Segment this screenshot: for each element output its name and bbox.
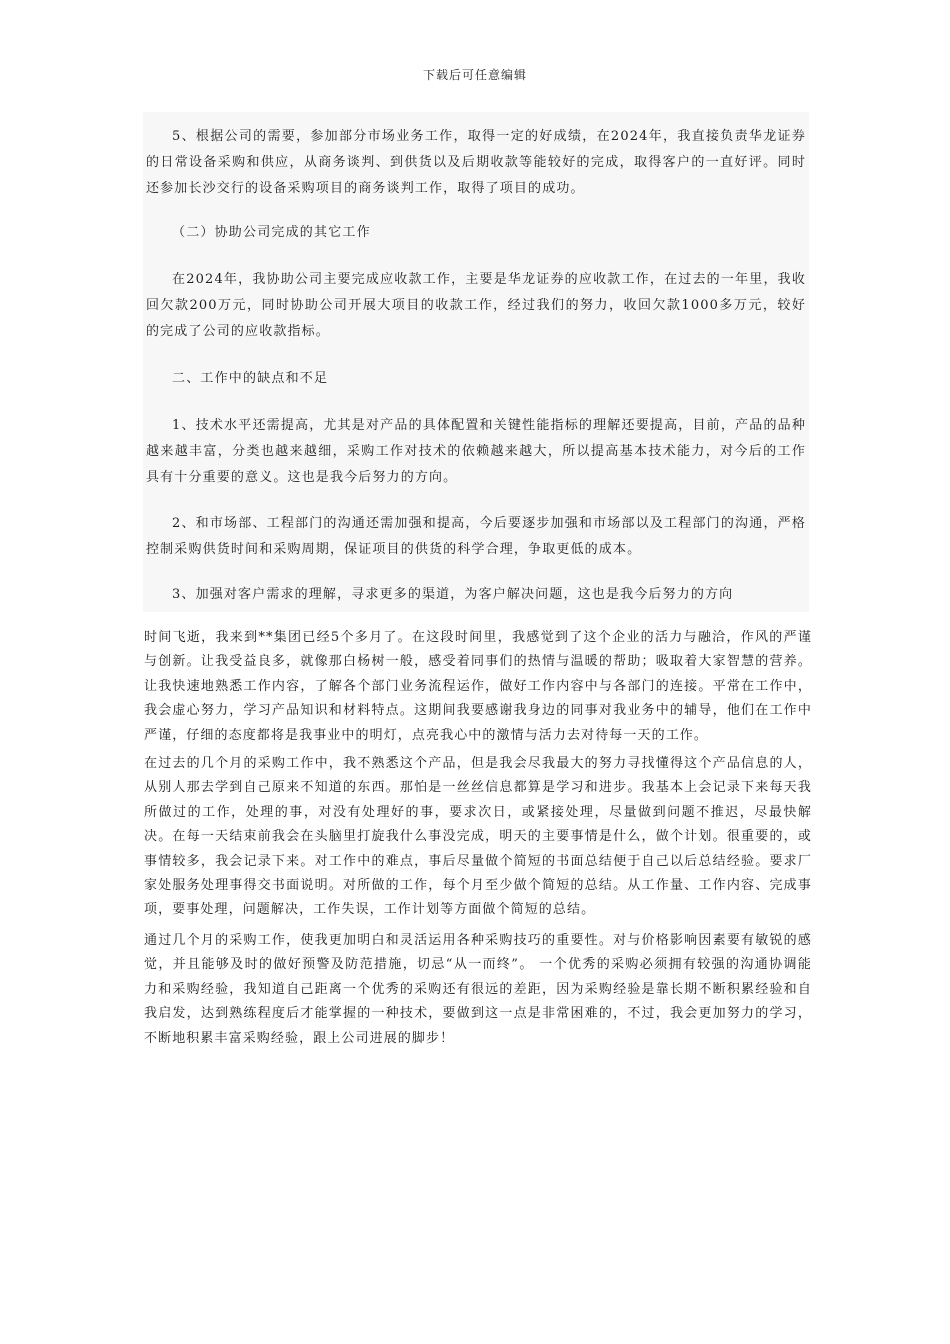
body-paragraph-1: 时间飞逝，我来到**集团已经5个多月了。在这段时间里，我感觉到了这个企业的活力与融洽，作风的严谨与创新。让我受益良多，就像那白杨树一般，感受着同事们的热情与温暖的帮助；吸取着大家智慧的营养。让我快速地熟悉工作内容，了解各个部门业务流程运作，做好工作内容中与各部门的连接。平常在工作中，我会虚心努力，学习产品知识和材料特点。这期间我要感谢我身边的同事对我业务中的辅导，他们在工作中严谨，仔细的态度都将是我事业中的明灯，点亮我心中的激情与活力去对待每一天的工作。 — [144, 630, 812, 743]
paragraph-collection: 在2024年，我协助公司主要完成应收款工作，主要是华龙证券的应收款工作，在过去的一年里，我收回欠款200万元，同时协助公司开展大项目的收款工作，经过我们的努力，收回欠款1000多万元，较好的完成了公司的应收款指标。 — [146, 272, 806, 339]
body-paragraph-3: 通过几个月的采购工作，使我更加明白和灵活运用各种采购技巧的重要性。对与价格影响因素要有敏锐的感觉，并且能够及时的做好预警及防范措施，切忌“从一而终”。 一个优秀的采购必须拥有较强的沟通协调能力和采购经验，我知道自己距离一个优秀的采购还有很远的差距，因为采购经验是靠长期不断积累经验和自我启发，达到熟练程度后才能掌握的一种技术，要做到这一点是非常困难的，不过，我会更加努力的学习，不断地积累丰富采购经验，跟上公司进展的脚步！ — [144, 933, 812, 1046]
body-paragraph-2: 在过去的几个月的采购工作中，我不熟悉这个产品，但是我会尽我最大的努力寻找懂得这个产品信息的人，从别人那去学到自己原来不知道的东西。那怕是一丝丝信息都算是学习和进步。我基本上会记录下来每天我所做过的工作，处理的事，对没有处理好的事，要求次日，或紧接处理，尽量做到问题不推迟，尽最快解决。在每一天结束前我会在头脑里打旋我什么事没完成，明天的主要事情是什么，做个计划。很重要的，或事情较多，我会记录下来。对工作中的难点，事后尽量做个简短的书面总结便于自己以后总结经验。要求厂家处服务处理事得交书面说明。对所做的工作，每个月至少做个简短的总结。从工作量、工作内容、完成事项，要事处理，问题解决，工作失误，工作计划等方面做个简短的总结。 — [144, 756, 812, 918]
sub-heading-other-work: （二）协助公司完成的其它工作 — [172, 225, 371, 240]
paragraph-shortcoming-3: 3、加强对客户需求的理解，寻求更多的渠道，为客户解决问题，这也是我今后努力的方向 — [172, 587, 734, 602]
section-heading-shortcomings: 二、工作中的缺点和不足 — [172, 371, 329, 386]
paragraph-shortcoming-1: 1、技术水平还需提高，尤其是对产品的具体配置和关键性能指标的理解还要提高，目前，产品的品种越来越丰富，分类也越来越细，采购工作对技术的依赖越来越大，所以提高基本技术能力，对今后的工作具有十分重要的意义。这也是我今后努力的方向。 — [146, 418, 806, 485]
paragraph-item-5: 5、根据公司的需要，参加部分市场业务工作，取得一定的好成绩，在2024年，我直接负责华龙证券的日常设备采购和供应，从商务谈判、到供货以及后期收款等能较好的完成，取得客户的一直好评。同时还参加长沙交行的设备采购项目的商务谈判工作，取得了项目的成功。 — [146, 129, 806, 196]
paragraph-shortcoming-2: 2、和市场部、工程部门的沟通还需加强和提高，今后要逐步加强和市场部以及工程部门的沟通，严格控制采购供货时间和采购周期，保证项目的供货的科学合理，争取更低的成本。 — [146, 516, 806, 557]
page-header: 下载后可任意编辑 — [422, 68, 527, 82]
